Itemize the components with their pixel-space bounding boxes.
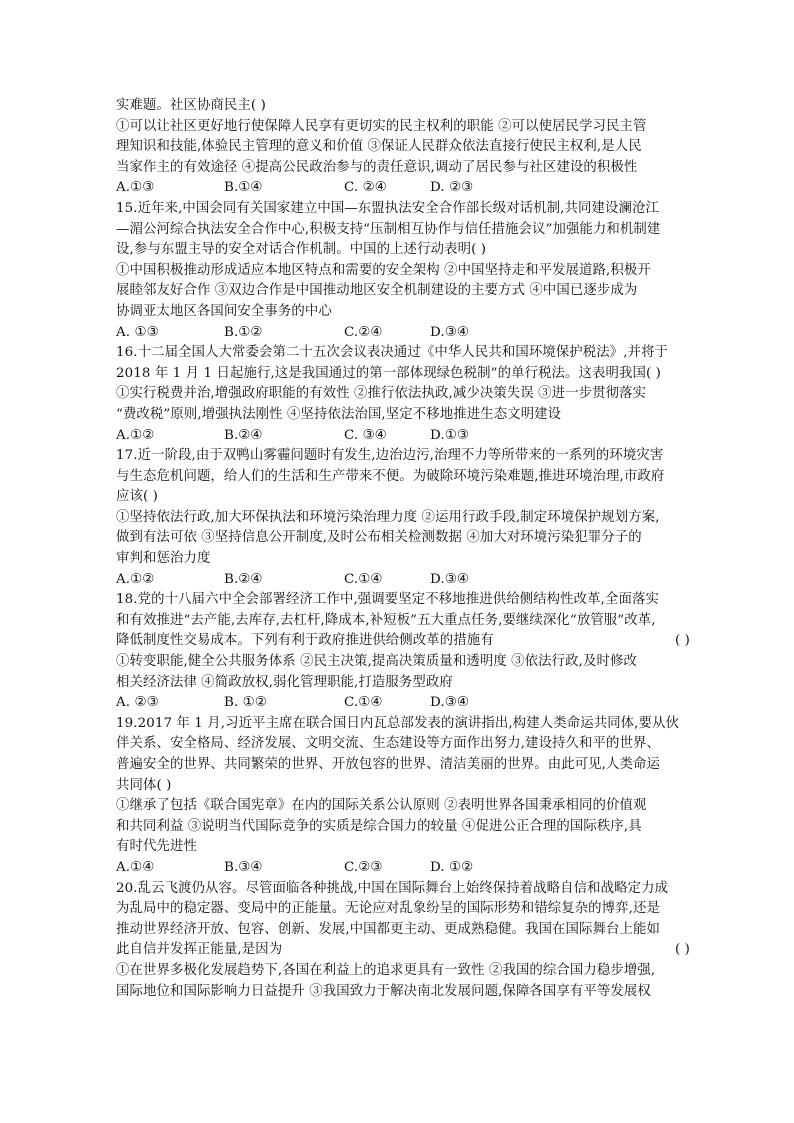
- question-line: 做到有法可依 ③坚持信息公开制度,及时公布相关检测数据 ④加大对环境污染犯罪分子的: [116, 530, 642, 546]
- question-line: [116, 940, 690, 961]
- question-line: 和有效推进“去产能,去库存,去杠杆,降成本,补短板”五大重点任务,要继续深化“放管服”改革,: [116, 612, 656, 628]
- answer-bracket: ( ): [674, 633, 690, 649]
- option-d: D. ②③: [430, 180, 474, 196]
- question-line: 推动世界经济开放、包容、创新、发展,中国都更主动、更成熟稳健。我国在国际舞台上能如: [116, 921, 660, 937]
- option-c: C. ②④: [344, 180, 387, 196]
- question-15: [116, 199, 690, 343]
- question-line: 伴关系、安全格局、经济发展、文明交流、生态建设等方面作出努力,建设持久和平的世界、: [116, 736, 660, 752]
- question-line: 共同体( ): [116, 777, 172, 793]
- option-d: D. ①②: [430, 859, 474, 875]
- question-line: —湄公河综合执法安全合作中心,积极支持“压制相互协作与信任措施会议”加强能力和机制建: [116, 221, 661, 237]
- option-b: B.①②: [224, 324, 263, 340]
- question-14: [116, 96, 690, 199]
- question-line: 19.2017 年 1 月,习近平主席在联合国日内瓦总部发表的演讲指出,构建人类命运共同体,要从伙: [116, 715, 680, 731]
- question-line-text: 此自信并发挥正能量,是因为: [116, 942, 283, 958]
- question-line: 2018 年 1 月 1 日起施行,这是我国通过的第一部体现绿色税制”的单行税法。这表明我国( ): [116, 365, 661, 381]
- question-line: 应该( ): [116, 489, 158, 505]
- question-17: [116, 446, 690, 590]
- question-line: 17.近一阶段,由于双鸭山雾霾问题时有发生,边治边污,治理不力等所带来的一系列的环境灾害: [116, 448, 664, 464]
- option-b: B.①④: [224, 180, 263, 196]
- question-line: 展睦邻友好合作 ③双边合作是中国推动地区安全机制建设的主要方式 ④中国已逐步成为: [116, 283, 638, 299]
- option-a: A.①③: [116, 180, 155, 196]
- question-line-text: 降低制度性交易成本。下列有利于政府推进供给侧改革的措施有: [116, 633, 494, 649]
- question-16: [116, 343, 690, 446]
- question-line: ①可以让社区更好地行使保障人民享有更切实的民主权利的职能 ②可以使居民学习民主管: [116, 118, 647, 134]
- question-line: 18.党的十八届六中全会部署经济工作中,强调要坚定不移地推进供给侧结构性改革,全面落实: [116, 592, 659, 608]
- question-line: 当家作主的有效途径 ④提高公民政治参与的责任意识,调动了居民参与社区建设的积极性: [116, 159, 638, 175]
- option-a: A.①④: [116, 859, 155, 875]
- question-line: ①继承了包括《联合国宪章》在内的国际关系公认原则 ②表明世界各国秉承相同的价值观: [116, 798, 647, 814]
- question-line: 为乱局中的稳定器、变局中的正能量。无论应对乱象纷呈的国际形势和错综复杂的博弈,还是: [116, 901, 660, 917]
- question-line: 相关经济法律 ④简政放权,弱化管理职能,打造服务型政府: [116, 674, 453, 690]
- option-c: C.②④: [344, 324, 383, 340]
- option-b: B. ①②: [224, 695, 267, 711]
- question-line: ①中国积极推动形成适应本地区特点和需要的安全架构 ②中国坚持走和平发展道路,积极开: [116, 262, 651, 278]
- option-a: A. ①③: [116, 324, 159, 340]
- question-19: [116, 714, 690, 879]
- question-line: 和共同利益 ③说明当代国际竞争的实质是综合国力的较量 ④促进公正合理的国际秩序,具: [116, 818, 642, 834]
- question-20: [116, 879, 690, 1003]
- option-c: C.①④: [344, 571, 383, 587]
- answer-options: [116, 178, 690, 199]
- option-d: D.③④: [430, 571, 469, 587]
- question-line: 国际地位和国际影响力日益提升 ③我国致力于解决南北发展问题,保障各国享有平等发展权: [116, 983, 651, 999]
- option-a: A. ②③: [116, 695, 159, 711]
- question-line: [116, 631, 690, 652]
- question-line: 20.乱云飞渡仍从容。尽管面临各种挑战,中国在国际舞台上始终保持着战略自信和战略定力成: [116, 880, 669, 896]
- question-line: ①实行税费并治,增强政府职能的有效性 ②推行依法执政,减少决策失误 ③进一步贯彻落实: [116, 386, 647, 402]
- question-18: [116, 590, 690, 714]
- option-a: A.①②: [116, 571, 155, 587]
- option-c: C. ③④: [344, 427, 387, 443]
- option-c: C.①④: [344, 695, 383, 711]
- question-line: ①坚持依法行政,加大环保执法和环境污染治理力度 ②运用行政手段,制定环境保护规划方案,: [116, 509, 660, 525]
- option-d: D.③④: [430, 695, 469, 711]
- option-b: B.③④: [224, 859, 263, 875]
- option-b: B.②④: [224, 427, 263, 443]
- option-b: B.②④: [224, 571, 263, 587]
- question-line: 设,参与东盟主导的安全对话合作机制。中国的上述行动表明( ): [116, 242, 487, 258]
- answer-options: [116, 323, 690, 344]
- question-line: 有时代先进性: [116, 839, 197, 855]
- answer-options: [116, 570, 690, 591]
- option-d: D.③④: [430, 324, 469, 340]
- question-line: ①在世界多极化发展趋势下,各国在利益上的追求更具有一致性 ②我国的综合国力稳步增强,: [116, 962, 656, 978]
- question-line: ①转变职能,健全公共服务体系 ②民主决策,提高决策质量和透明度 ③依法行政,及时修改: [116, 654, 637, 670]
- option-c: C.②③: [344, 859, 383, 875]
- question-line: 审判和惩治力度: [116, 551, 211, 567]
- question-line: 与生态危机问题，给人们的生活和生产带来不便。为破除环境污染难题,推进环境治理,市政府: [116, 468, 665, 484]
- question-line: 协调亚太地区各国间安全事务的中心: [116, 303, 332, 319]
- answer-options: [116, 426, 690, 447]
- exam-page: [116, 96, 690, 1002]
- question-line: 15.近年来,中国会同有关国家建立中国—东盟执法安全合作部长级对话机制,共同建设澜沧江: [116, 200, 659, 216]
- option-d: D.①③: [430, 427, 469, 443]
- answer-options: [116, 858, 690, 879]
- option-a: A.①②: [116, 427, 155, 443]
- question-line: 理知识和技能,体验民主管理的意义和价值 ③保证人民群众依法直接行使民主权利,是人民: [116, 139, 642, 155]
- question-line: 实难题。社区协商民主( ): [116, 98, 266, 113]
- question-line: “费改税”原则,增强执法刚性 ④坚持依法治国,坚定不移地推进生态文明建设: [116, 406, 562, 422]
- answer-options: [116, 693, 690, 714]
- question-line: 普遍安全的世界、共同繁荣的世界、开放包容的世界、清洁美丽的世界。由此可见,人类命运: [116, 757, 660, 772]
- question-line: 16.十二届全国人大常委会第二十五次会议表决通过《中华人民共和国环境保护税法》,并将于: [116, 345, 669, 361]
- answer-bracket: ( ): [674, 942, 690, 958]
